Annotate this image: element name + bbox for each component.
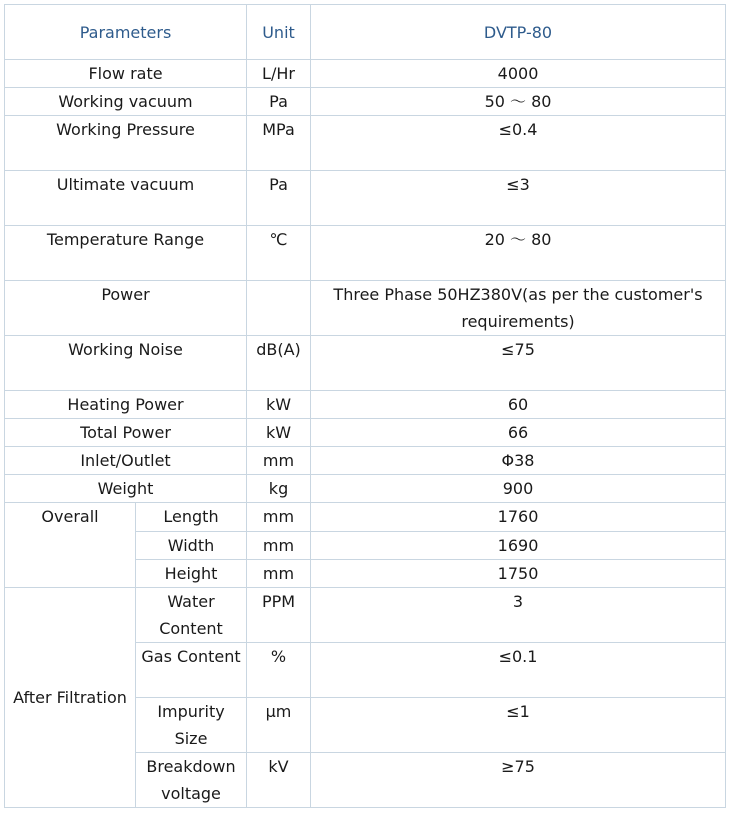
param-value: ≤3 <box>311 171 726 226</box>
param-value: ≤75 <box>311 336 726 391</box>
param-label: Working Pressure <box>5 116 247 171</box>
param-label: Gas Content <box>136 643 247 698</box>
param-value: Φ38 <box>311 447 726 475</box>
param-value: 900 <box>311 475 726 503</box>
table-row <box>5 336 726 391</box>
param-unit: kW <box>247 419 311 447</box>
param-label: Inlet/Outlet <box>5 447 247 475</box>
param-value: 3 <box>311 588 726 643</box>
param-unit: ℃ <box>247 226 311 281</box>
param-unit: mm <box>247 503 311 532</box>
spec-table <box>4 4 726 808</box>
header-unit: Unit <box>247 5 311 60</box>
param-unit: dB(A) <box>247 336 311 391</box>
param-value: ≤0.4 <box>311 116 726 171</box>
table-row <box>5 116 726 171</box>
param-label: Ultimate vacuum <box>5 171 247 226</box>
param-value: 60 <box>311 391 726 419</box>
table-row <box>5 475 726 503</box>
table-header-row <box>5 5 726 60</box>
param-value: 50 ～ 80 <box>311 88 726 116</box>
param-unit: Pa <box>247 88 311 116</box>
param-unit: μm <box>247 698 311 753</box>
param-value: 4000 <box>311 60 726 88</box>
param-label: Weight <box>5 475 247 503</box>
table-row <box>5 281 726 336</box>
param-value: Three Phase 50HZ380V(as per the customer's requirements) <box>311 281 726 336</box>
param-unit: mm <box>247 447 311 475</box>
table-row <box>5 419 726 447</box>
param-value: ≤0.1 <box>311 643 726 698</box>
param-value: 1750 <box>311 560 726 588</box>
param-label: Width <box>136 532 247 560</box>
param-unit: kg <box>247 475 311 503</box>
param-unit: % <box>247 643 311 698</box>
param-unit: MPa <box>247 116 311 171</box>
param-value: 66 <box>311 419 726 447</box>
param-unit <box>247 281 311 336</box>
param-unit: kV <box>247 753 311 808</box>
param-label: Breakdown voltage <box>136 753 247 808</box>
param-label: Power <box>5 281 247 336</box>
param-value: ≤1 <box>311 698 726 753</box>
table-row <box>5 391 726 419</box>
param-label: Working vacuum <box>5 88 247 116</box>
overall-group-label: Overall <box>5 503 136 588</box>
param-label: Heating Power <box>5 391 247 419</box>
param-label: Temperature Range <box>5 226 247 281</box>
param-value: 1690 <box>311 532 726 560</box>
param-label: Flow rate <box>5 60 247 88</box>
param-label: Total Power <box>5 419 247 447</box>
header-model: DVTP-80 <box>311 5 726 60</box>
param-unit: mm <box>247 560 311 588</box>
table-row <box>5 88 726 116</box>
table-row <box>5 447 726 475</box>
param-value: ≥75 <box>311 753 726 808</box>
param-label: Height <box>136 560 247 588</box>
table-row <box>5 588 726 643</box>
table-row <box>5 226 726 281</box>
param-unit: Pa <box>247 171 311 226</box>
param-unit: kW <box>247 391 311 419</box>
param-label: Length <box>136 503 247 532</box>
param-value: 20 ～ 80 <box>311 226 726 281</box>
param-label: Working Noise <box>5 336 247 391</box>
table-row <box>5 503 726 532</box>
table-row <box>5 60 726 88</box>
param-label: Impurity Size <box>136 698 247 753</box>
param-label: Water Content <box>136 588 247 643</box>
header-parameters: Parameters <box>5 5 247 60</box>
after-filtration-group-label: After Filtration <box>5 588 136 808</box>
param-unit: L/Hr <box>247 60 311 88</box>
param-value: 1760 <box>311 503 726 532</box>
param-unit: mm <box>247 532 311 560</box>
table-row <box>5 171 726 226</box>
param-unit: PPM <box>247 588 311 643</box>
